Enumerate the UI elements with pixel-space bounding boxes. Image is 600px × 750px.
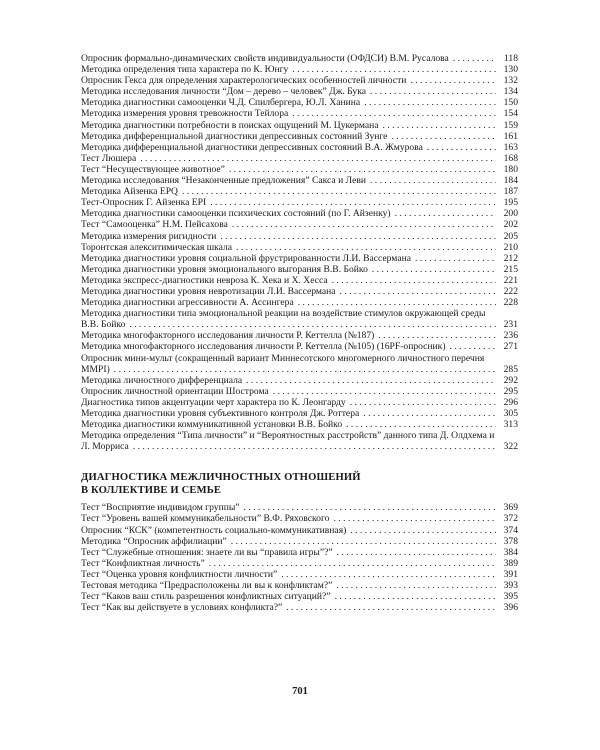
contents-entry [81,341,518,352]
entry-page-number: 212 [496,253,518,264]
contents-entry [81,286,518,297]
contents-entry [81,386,518,397]
entry-page-number: 391 [496,569,518,580]
entry-page-number: 389 [496,558,518,569]
contents-entry [81,308,518,330]
entry-page-number: 396 [496,602,518,613]
section-heading [81,472,518,497]
contents-list-personality [81,53,518,452]
entry-title: Методика дифференциальной диагностики депрессивных состояний В.А. Жмурова [81,141,423,153]
contents-entry [81,525,518,536]
contents-entry [81,330,518,341]
entry-page-number: 305 [496,408,518,419]
contents-entry [81,353,518,375]
entry-title: Методика “Опросник аффилиации” [81,535,227,547]
entry-title: Методика Айзенка EPQ [81,186,178,198]
contents-entry [81,120,518,131]
entry-title: Методика экспресс-диагностики невроза К. Хека и Х. Хесса [81,274,328,286]
entry-page-number: 184 [496,175,518,186]
entry-title: Опросник Гекса для определения характерологических особенностей личности [81,75,407,87]
entry-title: Методика диагностики коммуникативной установки В.В. Бойко [81,419,343,431]
entry-title: Методика исследования “Незаконченные предложения” Сакса и Леви [81,175,366,187]
section-heading-line-1: ДИАГНОСТИКА МЕЖЛИЧНОСТНЫХ ОТНОШЕНИЙ [81,472,361,484]
entry-title: Тестовая методика “Предрасположены ли вы к конфликтам?” [81,580,333,592]
entry-page-number: 221 [496,275,518,286]
entry-title: Методика измерения ригидности [81,230,217,242]
entry-title: Методика диагностики типа эмоциональной реакции на воздействие стимулов окружающей среды В.В. Бойко [81,308,486,331]
entry-title: Методика личностного дифференциала [81,374,243,386]
entry-title: Методика диагностики агрессивности А. Ассингера [81,297,294,309]
contents-entry [81,186,518,197]
entry-title: Тест “Уровень вашей коммуникабельности” В.Ф. Ряховского [81,513,330,525]
entry-page-number: 202 [496,219,518,230]
contents-entry [81,580,518,591]
entry-page-number: 222 [496,286,518,297]
entry-title: Методика исследования личности “Дом – дерево – человек” Дж. Бука [81,86,366,98]
entry-title: Методика многофакторного исследования личности Р. Кеттелла (№187) [81,330,375,342]
entry-page-number: 296 [496,397,518,408]
contents-entry [81,513,518,524]
entry-title: Опросник “КСК” (компетентность социально-коммуникативная) [81,524,347,536]
entry-page-number: 374 [496,525,518,536]
contents-entry [81,430,518,452]
entry-page-number: 168 [496,153,518,164]
entry-title: Методика диагностики уровня невротизации Л.И. Вассермана [81,285,336,297]
entry-title: Тест “Служебные отношения: знаете ли вы “правила игры”?” [81,546,333,558]
contents-entry [81,197,518,208]
contents-entry [81,558,518,569]
entry-page-number: 163 [496,142,518,153]
entry-title: Методика диагностики уровня социальной фрустрированности Л.И. Вассермана [81,252,411,264]
contents-entry [81,569,518,580]
entry-title: Диагностика типов акцентуации черт характера по К. Леонгарду [81,396,346,408]
entry-page-number: 292 [496,375,518,386]
entry-page-number: 130 [496,64,518,75]
entry-title: Торонтская алекситимическая шкала [81,241,233,253]
entry-title: Тест “Несуществующее животное” [81,163,225,175]
entry-page-number: 159 [496,120,518,131]
contents-entry [81,97,518,108]
entry-title: Тест Люшера [81,152,137,164]
contents-entry [81,86,518,97]
entry-page-number: 236 [496,330,518,341]
entry-title: Методика многофакторного исследования личности Р. Кеттелла (№105) (16PF-опросник) [81,341,446,353]
entry-page-number: 187 [496,186,518,197]
entry-page-number: 228 [496,297,518,308]
entry-page-number: 271 [496,341,518,352]
entry-title: Методика определения “Типа личности” и “Вероятностных расстройств” данного типа Д. Олдхема и Л. Морриса [81,430,495,453]
entry-page-number: 393 [496,580,518,591]
entry-page-number: 180 [496,164,518,175]
entry-page-number: 195 [496,197,518,208]
contents-entry [81,602,518,613]
contents-entry [81,142,518,153]
entry-page-number: 395 [496,591,518,602]
entry-page-number: 384 [496,547,518,558]
contents-entry [81,419,518,430]
contents-entry [81,547,518,558]
entry-title: Тест-Опросник Г. Айзенка EPI [81,197,207,209]
entry-page-number: 215 [496,264,518,275]
contents-entry [81,208,518,219]
entry-title: Тест “Оценка уровня конфликтности личности” [81,568,278,580]
entry-page-number: 154 [496,108,518,119]
entry-title: Методика диагностики самооценки психических состояний (по Г. Айзенку) [81,208,391,220]
contents-list-interpersonal [81,502,518,613]
contents-entry [81,108,518,119]
contents-entry [81,253,518,264]
entry-page-number: 205 [496,231,518,242]
entry-title: Методика диагностики уровня эмоционального выгорания В.В. Бойко [81,263,368,275]
contents-entry [81,375,518,386]
entry-title: Методика определения типа характера по К. Юнгу [81,64,289,76]
entry-page-number: 313 [496,419,518,430]
contents-entry [81,64,518,75]
entry-title: Тест “Восприятие индивидом группы” [81,502,240,514]
entry-title: Опросник формально-динамических свойств индивидуальности (ОФДСИ) В.М. Русалова [81,53,449,64]
entry-page-number: 132 [496,75,518,86]
table-of-contents [81,53,518,613]
contents-entry [81,53,518,64]
entry-title: Тест “Как вы действуете в условиях конфликта?” [81,602,283,614]
contents-entry [81,297,518,308]
entry-title: Методика дифференциальной диагностики депрессивных состояний Зунге [81,130,388,142]
entry-page-number: 295 [496,386,518,397]
contents-entry [81,75,518,86]
entry-page-number: 210 [496,242,518,253]
section-heading-line-2: В КОЛЛЕКТИВЕ И СЕМЬЕ [81,484,222,496]
entry-title: Опросник мини-мульт (сокращенный вариант Миннесотского многомерного личностного перечня MMPI) [81,352,485,375]
entry-page-number: 118 [496,53,518,64]
contents-entry [81,153,518,164]
contents-entry [81,242,518,253]
contents-entry [81,164,518,175]
entry-title: Методика диагностики уровня субъективного контроля Дж. Роттера [81,408,360,419]
entry-page-number: 134 [496,86,518,97]
entry-page-number: 200 [496,208,518,219]
entry-title: Опросник личностной ориентации Шострома [81,385,269,397]
contents-entry [81,408,518,419]
entry-title: Методика измерения уровня тревожности Тейлора [81,108,289,120]
contents-entry [81,219,518,230]
entry-page-number: 161 [496,131,518,142]
contents-entry [81,502,518,513]
contents-entry [81,131,518,142]
entry-title: Методика диагностики самооценки Ч.Д. Спилбергера, Ю.Л. Ханина [81,97,361,109]
entry-page-number: 150 [496,97,518,108]
entry-page-number: 369 [496,502,518,513]
entry-page-number: 285 [496,364,518,375]
contents-entry [81,591,518,602]
contents-entry [81,536,518,547]
contents-entry [81,275,518,286]
entry-title: Тест “Конфликтная личность” [81,557,205,569]
entry-title: Тест “Каков ваш стиль разрешения конфликтных ситуаций?” [81,591,331,603]
page-number: 701 [292,686,308,697]
contents-entry [81,264,518,275]
entry-title: Методика диагностики потребности в поисках ощущений М. Цукермана [81,119,379,131]
contents-entry [81,397,518,408]
entry-title: Тест “Самооценка” Н.М. Пейсахова [81,219,228,231]
contents-entry [81,175,518,186]
contents-entry [81,231,518,242]
entry-page-number: 378 [496,536,518,547]
entry-page-number: 231 [496,319,518,330]
entry-page-number: 372 [496,513,518,524]
entry-page-number: 322 [496,441,518,452]
